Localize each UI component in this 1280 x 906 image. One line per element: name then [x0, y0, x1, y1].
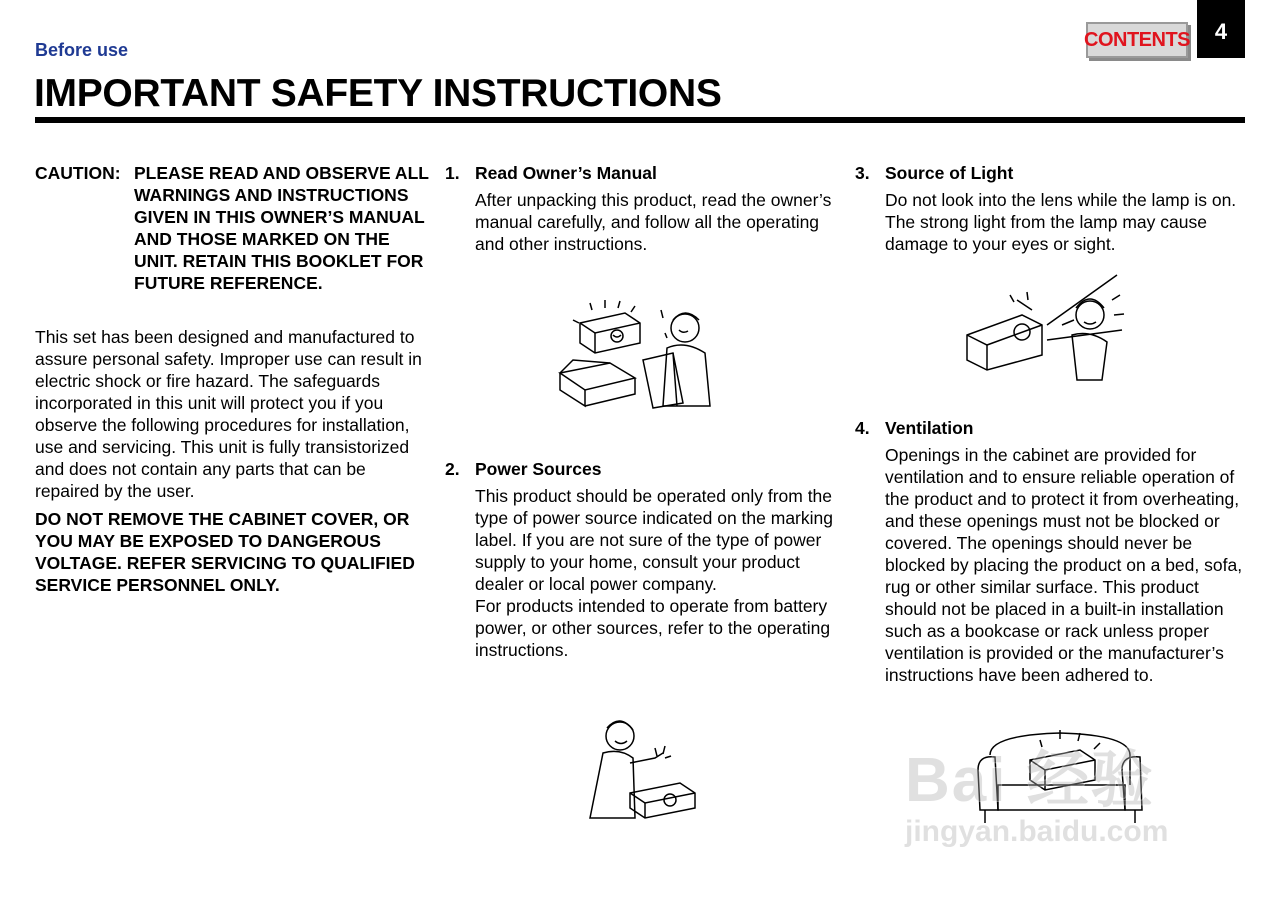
item-heading: [445, 458, 845, 480]
item-title: Read Owner’s Manual: [475, 163, 657, 183]
caution-block: [35, 162, 430, 294]
item-body: Do not look into the lens while the lamp is on. The strong light from the lamp may cause damage to your eyes or sight.: [885, 190, 1237, 254]
item-title: Power Sources: [475, 459, 602, 479]
reading-manual-illustration: [555, 298, 720, 413]
item-number: 2.: [445, 459, 460, 479]
projector-icon: [630, 783, 695, 818]
section-label: Before use: [35, 40, 129, 60]
ventilation-illustration: [970, 715, 1150, 830]
power-source-illustration: [585, 708, 705, 823]
caution-label: CAUTION:: [35, 163, 121, 183]
page-title: IMPORTANT SAFETY INSTRUCTIONS: [34, 72, 722, 115]
item-read-owners-manual: [445, 162, 845, 255]
item-power-sources: [445, 458, 845, 661]
title-rule: [35, 117, 1245, 123]
watermark-url: jingyan.baidu.com: [905, 815, 1169, 848]
projector-icon: [967, 315, 1042, 370]
sofa-icon: [978, 733, 1142, 823]
item-number: 3.: [855, 163, 870, 183]
page-number: 4: [1197, 0, 1245, 58]
projector-icon: [1030, 750, 1095, 790]
watermark-brand: Bai 经验: [905, 746, 1155, 815]
intro-paragraph: This set has been designed and manufactured to assure personal safety. Improper use can result in electric shock or fire hazard. The safeguards incorporated in this unit will protect you if you observe the following procedures for installation, use and servicing. This unit is fully transistorized and does not contain any parts that can be repaired by the user.: [35, 327, 422, 501]
item-title: Source of Light: [885, 163, 1014, 183]
cabinet-warning: DO NOT REMOVE THE CABINET COVER, OR YOU MAY BE EXPOSED TO DANGEROUS VOLTAGE. REFER SERVICING TO QUALIFIED SERVICE PERSONNEL ONLY.: [35, 509, 415, 595]
item-title: Ventilation: [885, 418, 974, 438]
column-left: [35, 162, 430, 596]
column-right: [855, 162, 1250, 686]
item-source-of-light: [855, 162, 1250, 255]
item-heading: [445, 162, 845, 184]
item-number: 1.: [445, 163, 460, 183]
item-heading: [855, 162, 1250, 184]
light-source-illustration: [962, 270, 1132, 385]
box-icon: [560, 360, 635, 406]
item-body: Openings in the cabinet are provided for ventilation and to ensure reliable operation of the product and to protect it from overheating, and these openings must not be blocked or covered. The openings should never be blocked by placing the product on a bed, sofa, rug or other similar surface. This product should not be placed in a built-in installation such as a bookcase or rack unless proper ventilation is provided or the manufacturer’s instructions have been adhered to.: [885, 445, 1243, 685]
man-reading-icon: [643, 310, 710, 408]
projector-icon: [580, 313, 640, 353]
item-body: After unpacking this product, read the owner’s manual carefully, and follow all the operating and other instructions.: [475, 190, 832, 254]
contents-button[interactable]: CONTENTS: [1086, 22, 1188, 58]
man-plugging-icon: [590, 721, 663, 818]
item-ventilation: [855, 417, 1250, 686]
item-body-battery: For products intended to operate from battery power, or other sources, refer to the operating instructions.: [475, 596, 831, 660]
item-number: 4.: [855, 418, 870, 438]
item-body: This product should be operated only from the type of power source indicated on the marking label. If you are not sure of the type of power supply to your home, consult your product dealer or local power company.: [475, 486, 833, 594]
item-heading: [855, 417, 1250, 439]
caution-text: PLEASE READ AND OBSERVE ALL WARNINGS AND INSTRUCTIONS GIVEN IN THIS OWNER’S MANUAL AND THOSE MARKED ON THE UNIT. RETAIN THIS BOOKLET FOR FUTURE REFERENCE.: [134, 163, 429, 293]
